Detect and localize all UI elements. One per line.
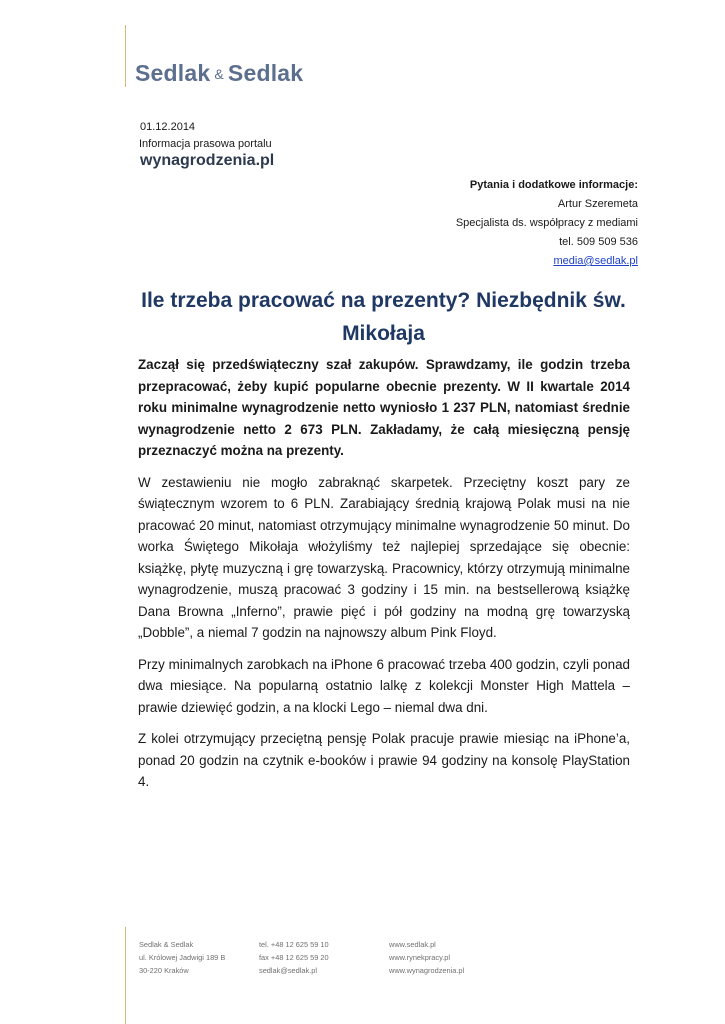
footer-web-rynekpracy: www.rynekpracy.pl: [389, 953, 451, 962]
footer-web-wynagrodzenia: www.wynagrodzenia.pl: [389, 966, 465, 975]
article-lead: Zaczął się przedświąteczny szał zakupów. Sprawdzamy, ile godzin trzeba przepracować, żeby kupić popularne obecnie prezenty. W II kwartale 2014 roku minimalne wynagrodzenie netto wyniosło 1 237 PLN, natomiast średnie wynagrodzenie netto 2 673 PLN. Zakładamy, że całą miesięczną pensję przeznaczyć można na prezenty.: [138, 357, 630, 458]
logo-ampersand: &: [214, 66, 224, 82]
footer-company: Sedlak & Sedlak: [139, 940, 194, 949]
article-body: [138, 354, 630, 803]
contact-block: [456, 176, 638, 271]
contact-heading: Pytania i dodatkowe informacje:: [469, 179, 638, 191]
contact-phone: tel. 509 509 536: [559, 236, 638, 248]
article-title: Ile trzeba pracować na prezenty? Niezbędnik św. Mikołaja: [141, 289, 626, 345]
release-type: Informacja prasowa portalu: [139, 138, 272, 150]
footer-websites: [389, 938, 464, 977]
article-paragraph-3: Z kolei otrzymujący przeciętną pensję Polak pracuje prawie miesiąc na iPhone’a, ponad 20 godzin na czytnik e-booków i prawie 94 godziny na konsolę PlayStation 4.: [138, 731, 630, 789]
article-paragraph-1: W zestawieniu nie mogło zabraknąć skarpetek. Przeciętny koszt pary ze świątecznym wzorem to 6 PLN. Zarabiający średnią krajową Polak musi na nie pracować 20 minut, natomiast otrzymujący minimalne wynagrodzenie 50 minut. Do worka Świętego Mikołaja włożyliśmy też najlepiej sprzedające się obecnie: książkę, płytę muzyczną i grę towarzyską. Pracownicy, którzy otrzymują minimalne wynagrodzenie, muszą pracować 3 godziny i 15 min. na bestsellerową książkę Dana Browna „Inferno”, prawie pięć i pół godziny na modną grę towarzyską „Dobble”, a niemal 7 godzin na najnowszy album Pink Floyd.: [138, 474, 630, 640]
contact-email-link[interactable]: media@sedlak.pl: [553, 255, 638, 267]
portal-logo: wynagrodzenia.pl: [140, 152, 275, 169]
footer-divider-line: [125, 927, 126, 1024]
company-logo: [135, 60, 303, 87]
article-paragraph-2: Przy minimalnych zarobkach na iPhone 6 pracować trzeba 400 godzin, czyli ponad dwa miesiące. Na popularną ostatnio lalkę z kolekcji Monster High Mattela – prawie dziewięć godzin, a na klocki Lego – niemal dwa dni.: [138, 656, 630, 715]
footer-email: sedlak@sedlak.pl: [259, 966, 318, 975]
contact-role: Specjalista ds. współpracy z mediami: [455, 217, 638, 229]
footer-fax: fax +48 12 625 59 20: [259, 953, 329, 962]
footer-web-sedlak: www.sedlak.pl: [389, 940, 436, 949]
release-date: 01.12.2014: [140, 121, 196, 133]
footer-street: ul. Królowej Jadwigi 189 B: [139, 953, 226, 962]
contact-name: Artur Szeremeta: [557, 198, 638, 210]
footer-tel: tel. +48 12 625 59 10: [259, 940, 329, 949]
footer-contacts: [259, 938, 329, 977]
footer-city: 30-220 Kraków: [139, 966, 189, 975]
logo-word-right: Sedlak: [227, 60, 304, 86]
footer-address: [139, 938, 225, 977]
logo-word-left: Sedlak: [135, 60, 211, 86]
header-divider-line: [125, 25, 126, 87]
